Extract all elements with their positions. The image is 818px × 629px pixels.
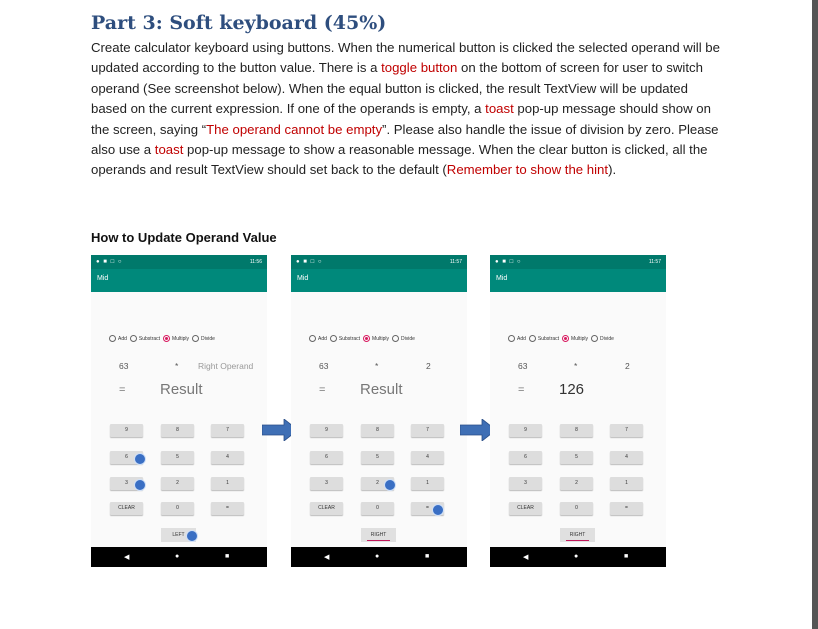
radio-label-divide: Divide	[400, 335, 415, 342]
status-time: 11:57	[449, 259, 462, 265]
key-0[interactable]: 0	[361, 502, 394, 515]
key-8[interactable]: 8	[161, 424, 194, 437]
right-operand: 2	[625, 361, 630, 371]
instructions-paragraph	[91, 38, 721, 181]
key-6[interactable]: 6	[310, 451, 343, 464]
key-9[interactable]: 9	[310, 424, 343, 437]
equals-text: =	[119, 384, 126, 396]
key-0[interactable]: 0	[161, 502, 194, 515]
key-1[interactable]: 1	[610, 477, 643, 490]
home-icon[interactable]: ●	[375, 553, 380, 560]
right-operand-hint: Right Operand	[198, 361, 254, 371]
toggle-label: RIGHT	[569, 532, 586, 538]
back-icon[interactable]: ◀	[523, 554, 529, 561]
nav-bar	[490, 547, 666, 567]
key-equals[interactable]: =	[211, 502, 244, 515]
key-5[interactable]: 5	[361, 451, 394, 464]
key-4[interactable]: 4	[211, 451, 244, 464]
back-icon[interactable]: ◀	[124, 554, 130, 561]
toggle-label: RIGHT	[370, 532, 387, 538]
phone-screenshot-2	[291, 255, 467, 567]
radio-label-substract: Substract	[537, 335, 560, 342]
status-time: 11:56	[249, 259, 262, 265]
phone-screenshot-1	[91, 255, 267, 567]
radio-label-divide: Divide	[200, 335, 215, 342]
radio-label-substract: Substract	[338, 335, 361, 342]
radio-label-add: Add	[118, 335, 127, 342]
status-icons: ● ■ □ ○	[96, 259, 123, 265]
para-highlight-toggle: toggle button	[381, 60, 458, 76]
back-icon[interactable]: ◀	[324, 554, 330, 561]
operator-radio-group[interactable]	[106, 335, 215, 342]
key-1[interactable]: 1	[211, 477, 244, 490]
para-text-2: on the bottom of screen for user to switch operand (See screenshot below). When the equal button is clicked, the result TextView will be updated based on the current expression. If one of the operands is empty, a	[91, 60, 703, 117]
key-9[interactable]: 9	[110, 424, 143, 437]
status-icons: ● ■ □ ○	[296, 259, 323, 265]
status-icons: ● ■ □ ○	[495, 259, 522, 265]
home-icon[interactable]: ●	[574, 553, 579, 560]
radio-multiply[interactable]	[163, 335, 170, 342]
key-9[interactable]: 9	[509, 424, 542, 437]
radio-add[interactable]	[508, 335, 515, 342]
key-6[interactable]: 6	[110, 451, 143, 464]
radio-label-multiply: Multiply	[172, 335, 189, 342]
para-text-4: ”. Please also handle the issue of division by zero. Please also use a	[91, 121, 719, 158]
para-text-3: pop-up message should show on the screen, saying “	[91, 101, 711, 137]
phone-screenshot-3	[490, 255, 666, 567]
key-7[interactable]: 7	[411, 424, 444, 437]
touch-indicator	[384, 479, 396, 491]
equals-text: =	[518, 384, 525, 396]
result-text: 126	[559, 381, 585, 398]
recents-icon[interactable]: ■	[624, 553, 629, 560]
radio-multiply[interactable]	[363, 335, 370, 342]
result-text: Result	[160, 381, 203, 398]
radio-substract[interactable]	[330, 335, 337, 342]
radio-substract[interactable]	[130, 335, 137, 342]
left-operand: 63	[518, 361, 528, 371]
operator-radio-group[interactable]	[306, 335, 415, 342]
radio-divide[interactable]	[392, 335, 399, 342]
left-operand: 63	[319, 361, 329, 371]
radio-divide[interactable]	[192, 335, 199, 342]
result-text: Result	[360, 381, 403, 398]
radio-label-add: Add	[517, 335, 526, 342]
status-bar	[291, 255, 467, 269]
key-5[interactable]: 5	[560, 451, 593, 464]
radio-label-divide: Divide	[599, 335, 614, 342]
touch-indicator	[134, 453, 146, 465]
touch-indicator	[432, 504, 444, 516]
key-equals[interactable]: =	[610, 502, 643, 515]
left-operand: 63	[119, 361, 129, 371]
key-4[interactable]: 4	[411, 451, 444, 464]
para-text-5: pop-up message to show a reasonable message. When the clear button is clicked, all the operands and result TextView should set back to the default (	[91, 142, 708, 178]
app-bar-title: Mid	[490, 269, 666, 292]
key-3[interactable]: 3	[509, 477, 542, 490]
app-bar-title: Mid	[91, 269, 267, 292]
equals-text: =	[319, 384, 326, 396]
clear-button[interactable]: CLEAR	[110, 502, 143, 515]
status-bar	[91, 255, 267, 269]
home-icon[interactable]: ●	[175, 553, 180, 560]
clear-button[interactable]: CLEAR	[310, 502, 343, 515]
operand-toggle-button[interactable]	[560, 528, 595, 542]
key-3[interactable]: 3	[110, 477, 143, 490]
key-6[interactable]: 6	[509, 451, 542, 464]
clear-button[interactable]: CLEAR	[509, 502, 542, 515]
key-7[interactable]: 7	[211, 424, 244, 437]
toggle-indicator	[367, 540, 390, 541]
status-time: 11:57	[648, 259, 661, 265]
key-1[interactable]: 1	[411, 477, 444, 490]
radio-substract[interactable]	[529, 335, 536, 342]
key-equals[interactable]: =	[411, 502, 444, 515]
radio-add[interactable]	[309, 335, 316, 342]
page-edge-bar	[812, 0, 818, 629]
key-3[interactable]: 3	[310, 477, 343, 490]
para-highlight-toast-2: toast	[154, 142, 184, 158]
subheading: How to Update Operand Value	[91, 230, 277, 245]
radio-add[interactable]	[109, 335, 116, 342]
touch-indicator	[134, 479, 146, 491]
key-7[interactable]: 7	[610, 424, 643, 437]
key-8[interactable]: 8	[361, 424, 394, 437]
app-bar-title: Mid	[291, 269, 467, 292]
radio-label-multiply: Multiply	[571, 335, 588, 342]
operator-text: *	[375, 361, 379, 371]
radio-label-substract: Substract	[138, 335, 161, 342]
operator-text: *	[574, 361, 578, 371]
recents-icon[interactable]: ■	[225, 553, 230, 560]
key-4[interactable]: 4	[610, 451, 643, 464]
status-bar	[490, 255, 666, 269]
key-5[interactable]: 5	[161, 451, 194, 464]
right-operand: 2	[426, 361, 431, 371]
nav-bar	[91, 547, 267, 567]
key-2[interactable]: 2	[161, 477, 194, 490]
para-highlight-hint: Remember to show the hint	[446, 162, 609, 178]
touch-indicator	[186, 530, 198, 542]
para-highlight-toast-1: toast	[485, 101, 514, 117]
para-text-6: ).	[608, 162, 617, 178]
recents-icon[interactable]: ■	[425, 553, 430, 560]
radio-label-multiply: Multiply	[372, 335, 389, 342]
operand-toggle-button[interactable]	[361, 528, 396, 542]
key-2[interactable]: 2	[361, 477, 394, 490]
operator-text: *	[175, 361, 179, 371]
toggle-indicator	[566, 540, 589, 541]
radio-label-add: Add	[318, 335, 327, 342]
operator-radio-group[interactable]	[505, 335, 614, 342]
key-8[interactable]: 8	[560, 424, 593, 437]
key-0[interactable]: 0	[560, 502, 593, 515]
radio-divide[interactable]	[591, 335, 598, 342]
nav-bar	[291, 547, 467, 567]
section-heading: Part 3: Soft keyboard (45%)	[91, 12, 387, 34]
toggle-label: LEFT	[172, 532, 185, 538]
para-text-1: Create calculator keyboard using buttons. When the numerical button is clicked the selected operand will be updated according to the button value. There is a	[91, 40, 720, 76]
key-2[interactable]: 2	[560, 477, 593, 490]
radio-multiply[interactable]	[562, 335, 569, 342]
para-highlight-quote: The operand cannot be empty	[206, 121, 383, 137]
